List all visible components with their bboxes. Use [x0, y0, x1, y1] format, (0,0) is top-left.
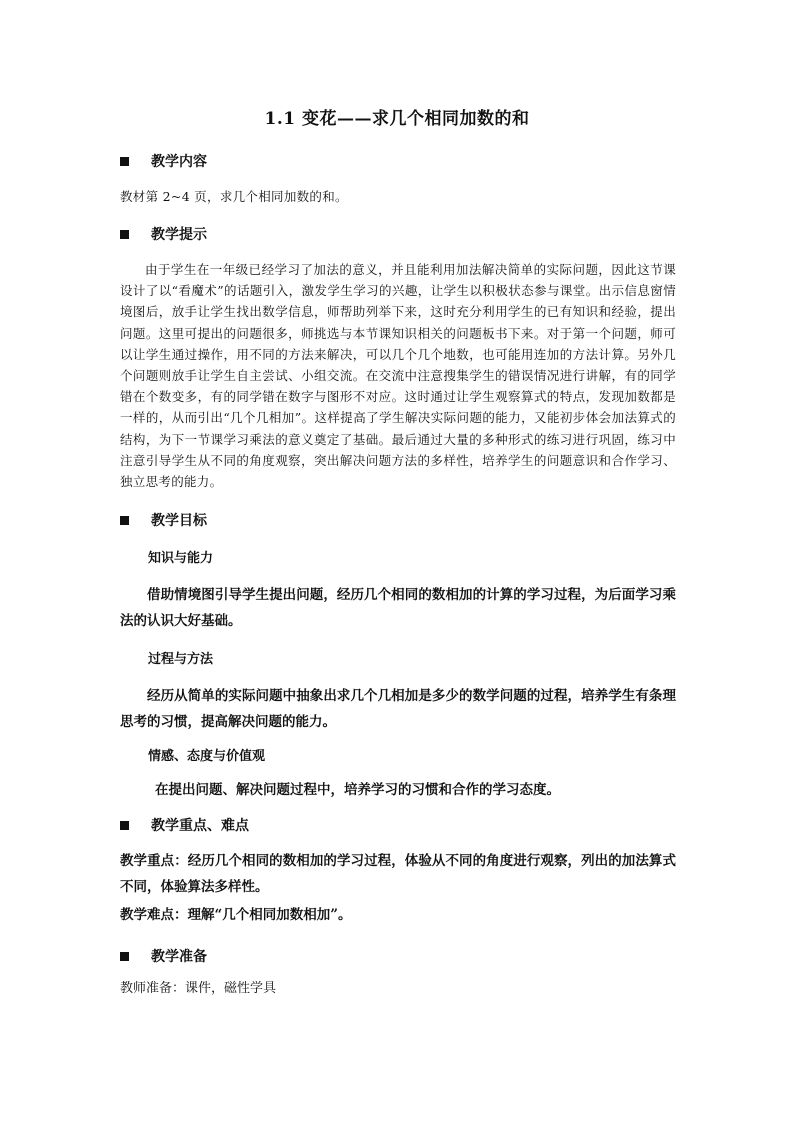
section-heading-label: 教学提示	[151, 227, 207, 243]
square-bullet-icon	[120, 516, 129, 525]
key-point-text: 教学重点：经历几个相同的数相加的学习过程，体验从不同的角度进行观察，列出的加法算式不同，体验算法多样性。	[120, 853, 676, 895]
square-bullet-icon	[120, 952, 129, 961]
section-heading-key-points	[120, 815, 249, 835]
section-heading-hints	[120, 224, 207, 244]
knowledge-text: 借助情境图引导学生提出问题，经历几个相同的数相加的计算的学习过程，为后面学习乘法的认识大好基础。	[120, 587, 676, 629]
attitude-subheading: 情感、态度与价值观	[148, 749, 266, 764]
section-heading-label: 教学内容	[151, 154, 207, 170]
attitude-text: 在提出问题、解决问题过程中，培养学习的习惯和合作的学习态度。	[155, 782, 560, 798]
process-subheading: 过程与方法	[148, 652, 214, 667]
hints-paragraph: 由于学生在一年级已经学习了加法的意义，并且能利用加法解决简单的实际问题，因此这节课设计了以“看魔术”的话题引入，激发学生学习的兴趣，让学生以积极状态参与课堂。出示信息窗情境图后，放手让学生找出数学信息，师帮助列举下来，这时充分利用学生的已有知识和经验，提出问题。这里可提出的问题很多，师挑选与本节课知识相关的问题板书下来。对于第一个问题，师可以让学生通过操作，用不同的方法来解决，可以几个几个地数，也可能用连加的方法计算。另外几个问题则放手让学生自主尝试、小组交流。在交流中注意搜集学生的错误情况进行讲解，有的同学错在个数变多，有的同学错在数字与图形不对应。这时通过让学生观察算式的特点，发现加数都是一样的，从而引出“几个几相加”。这样提高了学生解决实际问题的能力，又能初步体会加法算式的结构，为下一节课学习乘法的意义奠定了基础。最后通过大量的多种形式的练习进行巩固，练习中注意引导学生从不同的角度观察，突出解决问题方法的多样性，培养学生的问题意识和合作学习、独立思考的能力。	[120, 262, 676, 490]
knowledge-subheading: 知识与能力	[148, 551, 214, 566]
section-heading-label: 教学目标	[151, 513, 207, 529]
prep-text: 教师准备：课件，磁性学具	[120, 981, 277, 996]
section-heading-label: 教学重点、难点	[151, 818, 249, 834]
square-bullet-icon	[120, 157, 129, 166]
section-heading-content	[120, 151, 207, 171]
difficult-point-text: 教学难点：理解“几个相同加数相加”。	[120, 907, 352, 923]
process-text: 经历从简单的实际问题中抽象出求几个几相加是多少的数学问题的过程，培养学生有条理思考的习惯，提高解决问题的能力。	[120, 688, 676, 730]
section-heading-label: 教学准备	[151, 949, 207, 965]
square-bullet-icon	[120, 821, 129, 830]
section-heading-prep	[120, 946, 207, 966]
page-title: 1.1 变花——求几个相同加数的和	[264, 109, 530, 129]
section-heading-goals	[120, 510, 207, 530]
square-bullet-icon	[120, 230, 129, 239]
content-text: 教材第 2~4 页，求几个相同加数的和。	[120, 189, 348, 204]
